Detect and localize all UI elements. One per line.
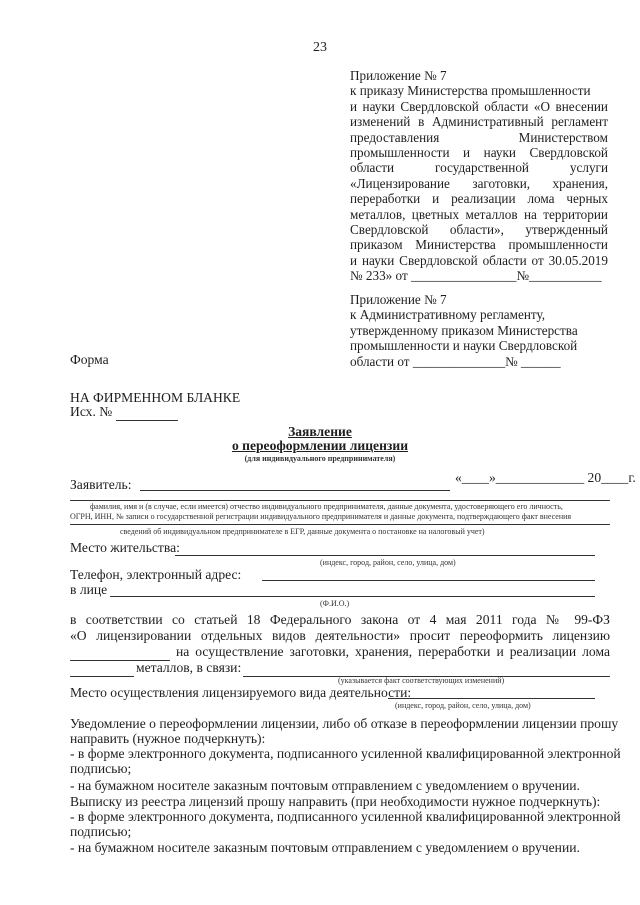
license-number-field[interactable] <box>70 644 170 661</box>
appendix-line: приказом Министерства промышленности <box>350 237 608 253</box>
appendix-line: к приказу Министерства промышленности <box>350 83 591 99</box>
applicant-note: ОГРН, ИНН, № записи о государственной регистрации индивидуального предпринимателя и данные документа, подтверждающего факт внесения <box>70 512 572 521</box>
residence-label: Место жительства: <box>70 540 180 555</box>
applicant-field[interactable] <box>140 490 450 491</box>
appendix-line: переработки и реализации лома черных <box>350 191 608 207</box>
form-title: Заявление <box>288 424 352 439</box>
notification-option-paper[interactable]: - на бумажном носителе заказным почтовым отправлением с уведомлением о вручении. <box>70 778 580 793</box>
paragraph-note: (указывается факт соответствующих изменений) <box>338 676 505 685</box>
extract-option-electronic[interactable]: - в форме электронного документа, подписанного усиленной квалифицированной электронной <box>70 809 621 824</box>
appendix-line: Свердловской области», утвержденный <box>350 222 608 238</box>
person-field[interactable] <box>110 596 595 597</box>
date-field[interactable]: «____»_____________ 20____г. <box>455 470 636 485</box>
letterhead-label: НА ФИРМЕННОМ БЛАНКЕ <box>70 390 241 405</box>
appendix-line: металлов, цветных металлов на территории <box>350 206 608 222</box>
contacts-field[interactable] <box>262 580 595 581</box>
appendix-line: «Лицензирование заготовки, хранения, <box>350 175 608 191</box>
metal-type-field[interactable] <box>70 660 134 677</box>
applicant-note: сведений об индивидуальном предпринимателе в ЕГР, данные документа о постановке на налоговый учет) <box>120 527 485 536</box>
page-number: 23 <box>313 40 327 55</box>
outgoing-number <box>70 404 178 421</box>
appendix-line: области от ______________№ ______ <box>350 353 561 369</box>
applicant-field-line[interactable] <box>70 524 610 525</box>
paragraph-line: в соответствии со статьей 18 Федерального закона от 4 мая 2011 года № 99-ФЗ <box>70 612 610 627</box>
appendix-line: к Административному регламенту, <box>350 307 546 323</box>
applicant-note: фамилия, имя и (в случае, если имеется) отчество индивидуального предпринимателя, данные документа, удостоверяющего его личность, <box>90 502 563 511</box>
appendix-order-block <box>350 68 608 284</box>
appendix-line: утвержденному приказом Министерства <box>350 322 578 338</box>
notification-line: направить (нужное подчеркнуть): <box>70 731 266 746</box>
person-label: в лице <box>70 582 108 597</box>
notification-option-electronic-cont[interactable]: подписью; <box>70 761 132 776</box>
paragraph-line-3 <box>70 644 610 661</box>
appendix-line: промышленности и науки Свердловской <box>350 145 608 161</box>
appendix-line: и науки Свердловской области «О внесении <box>350 98 608 114</box>
activity-place-note: (индекс, город, район, село, улица, дом) <box>395 701 531 710</box>
paragraph-line-4 <box>70 660 610 677</box>
appendix-line: промышленности и науки Свердловской <box>350 338 578 354</box>
paragraph-line: «О лицензировании отдельных видов деятельности» просит переоформить лицензию <box>70 628 610 643</box>
appendix-line: и науки Свердловской области от 30.05.2019 <box>350 252 608 268</box>
applicant-field-line[interactable] <box>70 500 610 501</box>
appendix-line: Приложение № 7 <box>350 68 447 83</box>
extract-option-electronic-cont[interactable]: подписью; <box>70 824 132 839</box>
appendix-line: изменений в Административный регламент <box>350 114 608 130</box>
appendix-line: области государственной услуги <box>350 160 608 176</box>
form-subtitle-note: (для индивидуального предпринимателя) <box>244 454 396 463</box>
form-subtitle: о переоформлении лицензии <box>231 438 409 453</box>
paragraph-line: на осуществление заготовки, хранения, переработки и реализации лома <box>176 644 610 659</box>
activity-place-field[interactable] <box>388 698 595 699</box>
outgoing-number-field[interactable] <box>116 404 178 421</box>
outgoing-number-label: Исх. № <box>70 404 113 419</box>
contacts-label: Телефон, электронный адрес: <box>70 567 242 582</box>
extract-option-paper[interactable]: - на бумажном носителе заказным почтовым отправлением с уведомлением о вручении. <box>70 840 580 855</box>
activity-place-label: Место осуществления лицензируемого вида деятельности: <box>70 685 412 700</box>
extract-line: Выписку из реестра лицензий прошу направить (при необходимости нужное подчеркнуть): <box>70 794 601 809</box>
appendix-line: № 233» от ________________№___________ <box>350 268 602 284</box>
residence-field[interactable] <box>175 555 595 556</box>
form-label: Форма <box>70 352 109 367</box>
appendix-line: Приложение № 7 <box>350 292 447 307</box>
person-note: (Ф.И.О.) <box>320 599 350 608</box>
change-reason-field[interactable] <box>243 660 610 677</box>
notification-option-electronic[interactable]: - в форме электронного документа, подписанного усиленной квалифицированной электронной <box>70 746 621 761</box>
paragraph-line: металлов, в связи: <box>136 660 242 675</box>
applicant-label: Заявитель: <box>70 477 132 492</box>
notification-line: Уведомление о переоформлении лицензии, либо об отказе в переоформлении лицензии прошу <box>70 716 619 731</box>
appendix-line: предоставления Министерством <box>350 129 608 145</box>
residence-note: (индекс, город, район, село, улица, дом) <box>320 558 456 567</box>
appendix-regulation-block <box>350 292 608 369</box>
